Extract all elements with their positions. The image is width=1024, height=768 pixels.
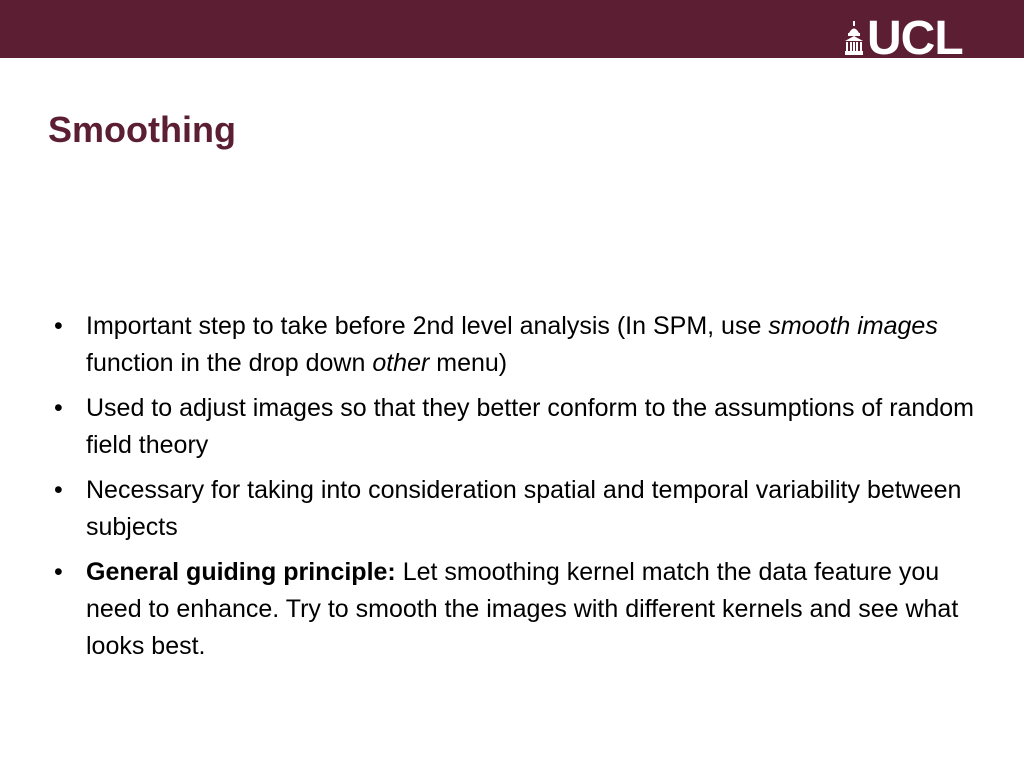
bullet-text: function in the drop down xyxy=(86,349,373,377)
bullet-text: Let smoothing kernel match the data feature you need to enhance. Try to smooth the images with different kernels and see what looks best. xyxy=(86,558,959,660)
bullet-text-italic: smooth images xyxy=(768,312,938,340)
bullet-marker: • xyxy=(54,476,63,504)
bullet-item xyxy=(48,308,988,382)
bullet-item xyxy=(48,472,988,546)
bullet-text: Used to adjust images so that they better conform to the assumptions of random field theory xyxy=(86,394,974,459)
bullet-marker: • xyxy=(54,558,63,586)
ucl-logo xyxy=(845,12,963,65)
bullet-list xyxy=(48,308,988,673)
bullet-text-bold: General guiding principle: xyxy=(86,558,396,586)
logo-text: UCL xyxy=(867,12,963,65)
bullet-item xyxy=(48,554,988,665)
bullet-text-italic: other xyxy=(372,349,430,377)
bullet-marker: • xyxy=(54,312,63,340)
header-band xyxy=(0,0,1024,65)
bullet-text: menu) xyxy=(429,349,508,377)
bullet-text: Necessary for taking into consideration spatial and temporal variability between subjects xyxy=(86,476,962,541)
portico-icon xyxy=(845,21,863,55)
slide-title: Smoothing xyxy=(48,109,236,150)
bullet-item xyxy=(48,390,988,464)
bullet-marker: • xyxy=(54,394,63,422)
bullet-text: Important step to take before 2nd level analysis (In SPM, use xyxy=(86,312,769,340)
